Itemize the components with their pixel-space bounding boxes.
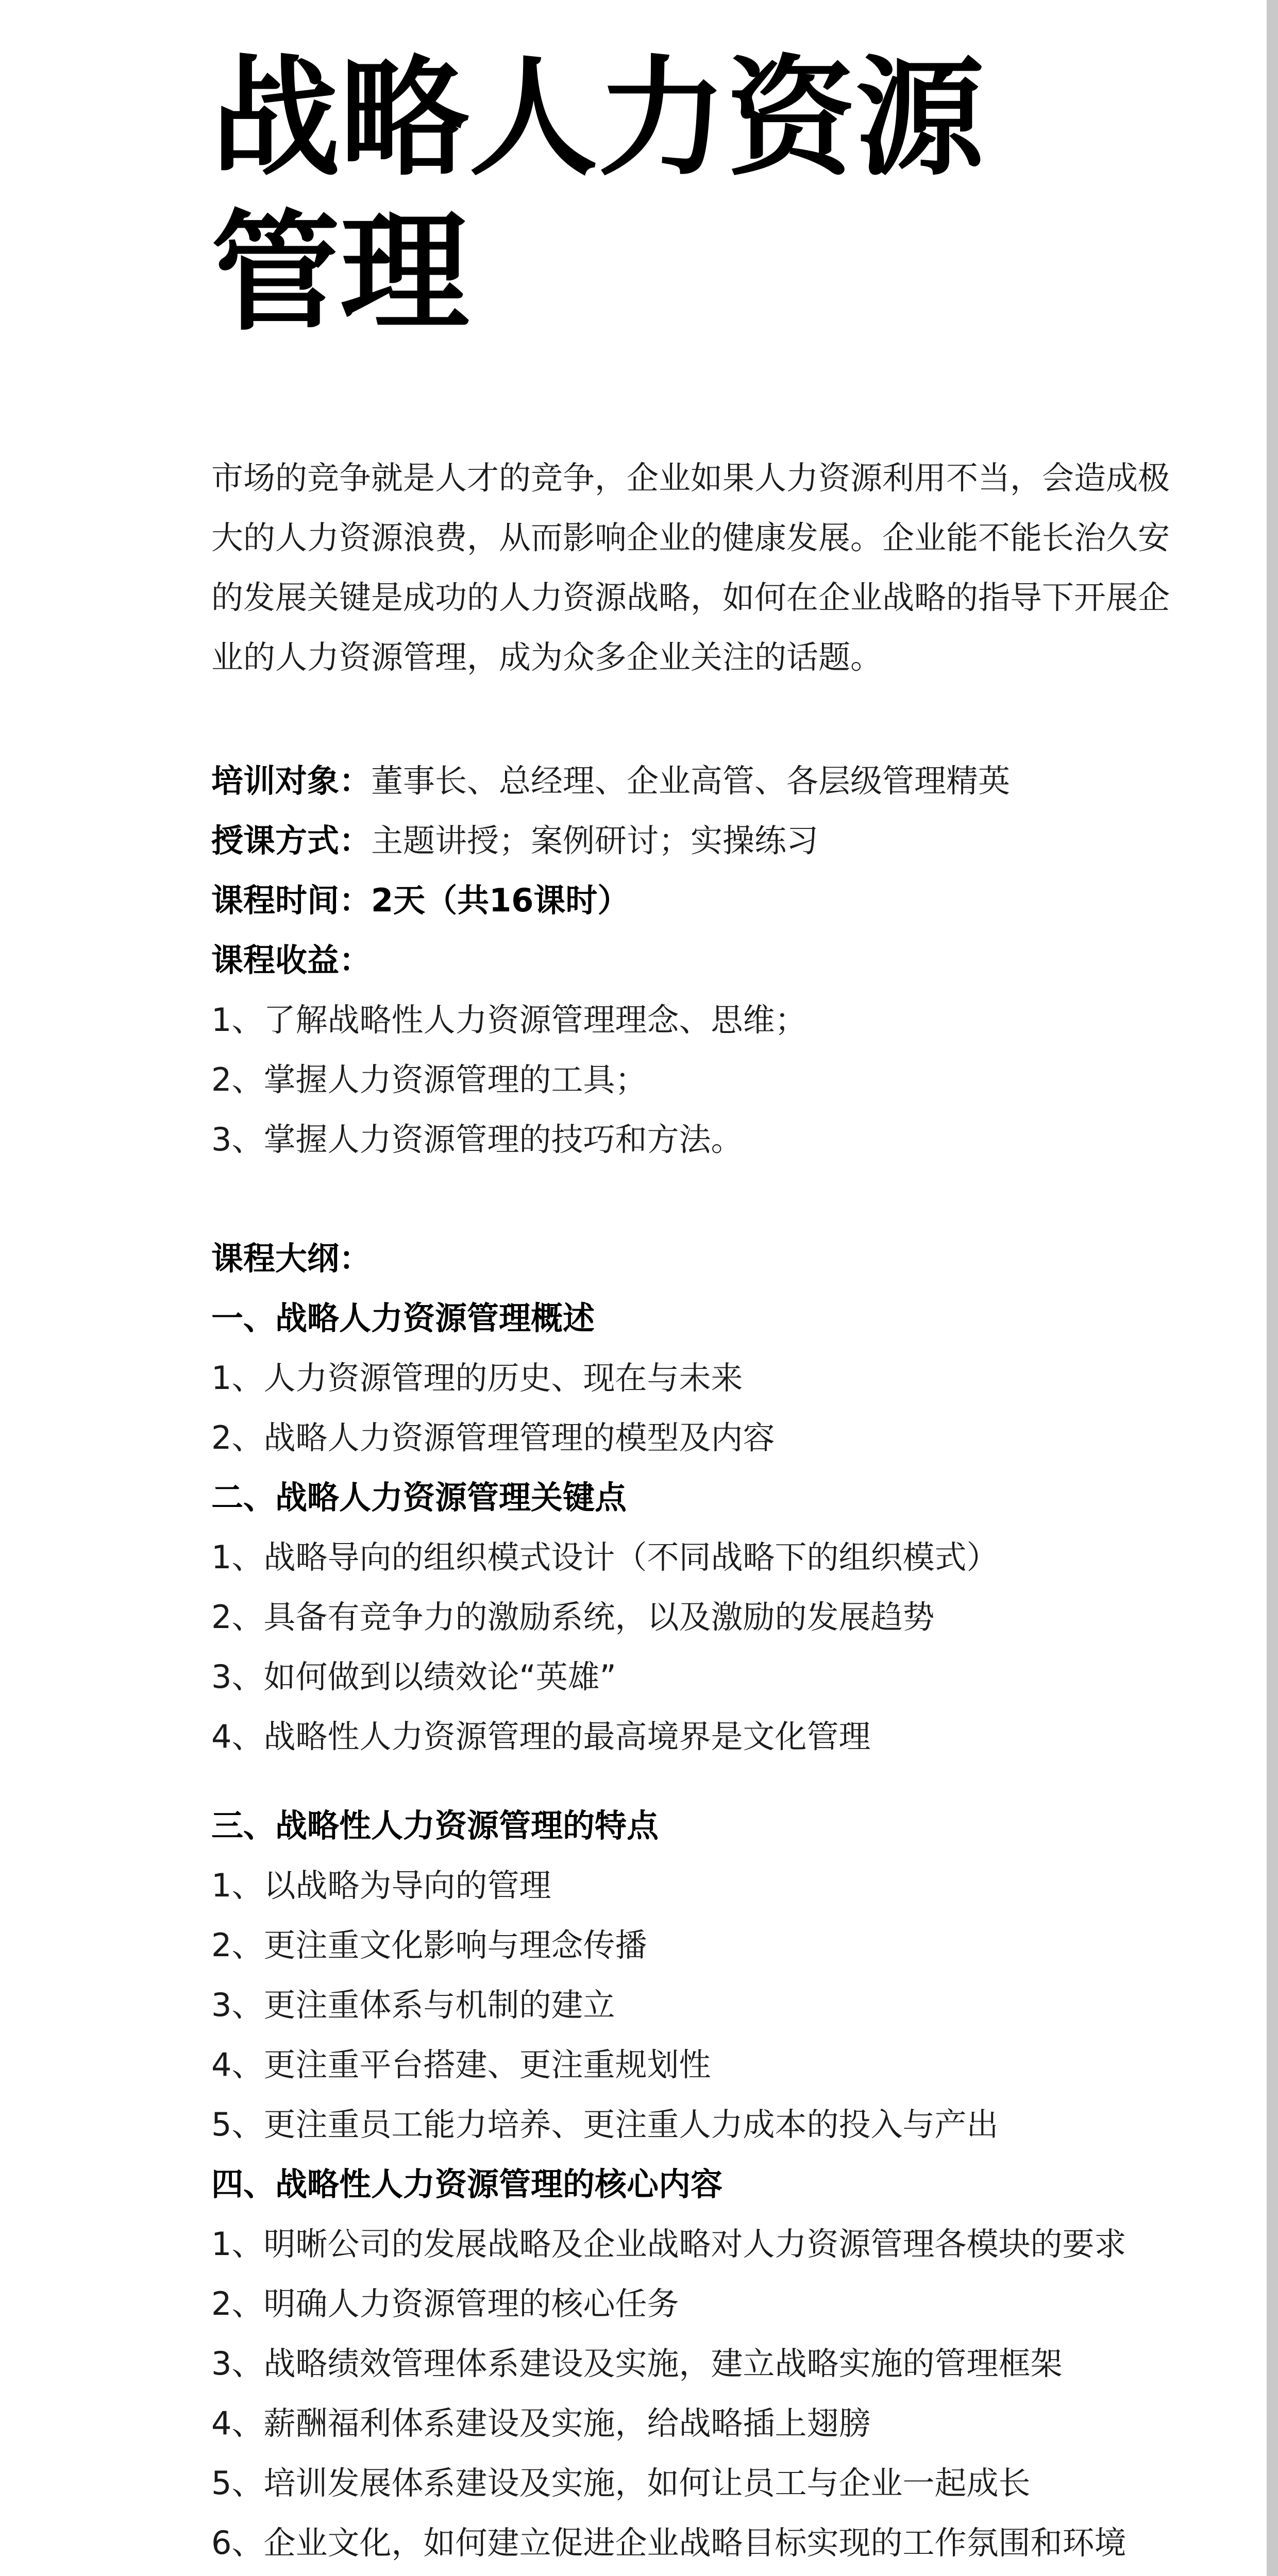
duration-line	[211, 871, 1180, 930]
outline-section-title: 三、战略性人力资源管理的特点	[211, 1807, 659, 1844]
method-label: 授课方式：	[211, 822, 372, 859]
outline-section-title: 四、战略性人力资源管理的核心内容	[211, 2165, 723, 2203]
outline-item: 5、更注重员工能力培养、更注重人力成本的投入与产出	[211, 2106, 999, 2143]
outline-item: 5、培训发展体系建设及实施，如何让员工与企业一起成长	[211, 2464, 1031, 2502]
duration-value: 2天（共16课时）	[371, 882, 630, 919]
method-line	[211, 811, 1180, 871]
outline-label: 课程大纲：	[211, 1240, 372, 1277]
outline-item: 1、人力资源管理的历史、现在与未来	[211, 1359, 743, 1397]
outline-item: 2、明确人力资源管理的核心任务	[211, 2285, 679, 2323]
outline-item: 4、更注重平台搭建、更注重规划性	[211, 2046, 711, 2083]
outline-section-title: 二、战略人力资源管理关键点	[211, 1479, 627, 1516]
outline-item: 1、战略导向的组织模式设计（不同战略下的组织模式）	[211, 1538, 999, 1576]
outline-item: 3、更注重体系与机制的建立	[211, 1986, 615, 2024]
outline-item: 3、如何做到以绩效论“英雄”	[211, 1658, 616, 1696]
method-value: 主题讲授；案例研讨；实操练习	[371, 822, 819, 859]
page-title: 战略人力资源管理	[211, 43, 984, 348]
outline-item: 2、更注重文化影响与理念传播	[211, 1926, 647, 1964]
audience-label: 培训对象：	[211, 762, 372, 800]
benefit-item: 2、掌握人力资源管理的工具；	[211, 1061, 647, 1098]
outline-item: 2、具备有竞争力的激励系统，以及激励的发展趋势	[211, 1598, 935, 1636]
outline-item: 1、以战略为导向的管理	[211, 1867, 551, 1904]
intro-paragraph: 市场的竞争就是人才的竞争，企业如果人力资源利用不当，会造成极大的人力资源浪费，从而影响企业的健康发展。企业能不能长治久安的发展关键是成功的人力资源战略，如何在企业战略的指导下开展企业的人力资源管理，成为众多企业关注的话题。	[211, 459, 1170, 676]
benefits-label: 课程收益：	[211, 941, 372, 979]
outline-item: 6、企业文化，如何建立促进企业战略目标实现的工作氛围和环境	[211, 2524, 1126, 2562]
outline-item: 3、战略绩效管理体系建设及实施，建立战略实施的管理框架	[211, 2345, 1063, 2382]
section-gap	[211, 1767, 1180, 1796]
audience-value: 董事长、总经理、企业高管、各层级管理精英	[371, 762, 1011, 800]
duration-label: 课程时间：	[211, 882, 372, 919]
outline-item: 2、战略人力资源管理管理的模型及内容	[211, 1419, 775, 1456]
outline-item: 1、明晰公司的发展战略及企业战略对人力资源管理各模块的要求	[211, 2225, 1126, 2263]
course-meta	[211, 751, 1180, 1170]
outline-item: 4、薪酬福利体系建设及实施，给战略插上翅膀	[211, 2404, 871, 2442]
outline-section-title: 一、战略人力资源管理概述	[211, 1299, 595, 1337]
course-outline	[211, 1229, 1180, 2573]
audience-line	[211, 751, 1180, 811]
benefit-item: 3、掌握人力资源管理的技巧和方法。	[211, 1121, 743, 1158]
outline-item: 4、战略性人力资源管理的最高境界是文化管理	[211, 1718, 871, 1755]
benefit-item: 1、了解战略性人力资源管理理念、思维；	[211, 1001, 807, 1039]
scrollbar-track[interactable]	[1267, 0, 1278, 2576]
